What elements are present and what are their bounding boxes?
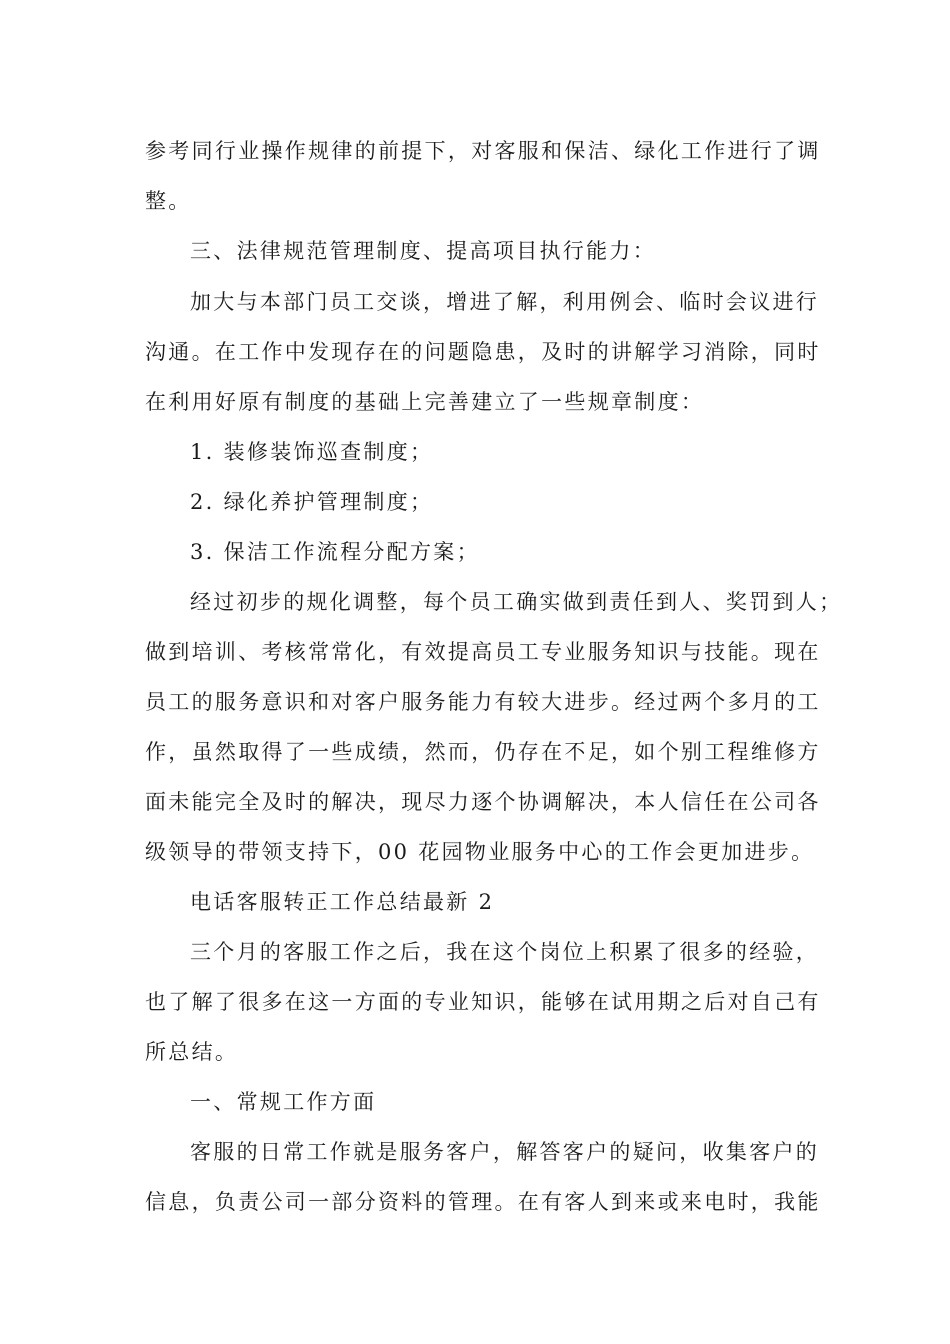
section-title: 电话客服转正工作总结最新 2 (190, 890, 495, 914)
body-text-line: 三个月的客服工作之后，我在这个岗位上积累了很多的经验， (190, 940, 820, 964)
body-text-line: 也了解了很多在这一方面的专业知识，能够在试用期之后对自己有 (145, 990, 821, 1014)
body-text-line: 信息，负责公司一部分资料的管理。在有客人到来或来电时，我能 (145, 1190, 821, 1214)
body-text-line: 整。 (145, 189, 192, 213)
body-text-line: 作，虽然取得了一些成绩，然而，仍存在不足，如个别工程维修方 (145, 740, 821, 764)
body-text-line: 参考同行业操作规律的前提下，对客服和保洁、绿化工作进行了调 (145, 139, 821, 163)
body-text-line: 在利用好原有制度的基础上完善建立了一些规章制度： (145, 390, 705, 414)
section-heading: 一、常规工作方面 (190, 1090, 377, 1114)
body-text-line: 加大与本部门员工交谈，增进了解，利用例会、临时会议进行 (190, 290, 820, 314)
list-item: 1. 装修装饰巡查制度； (190, 440, 434, 464)
list-item: 2. 绿化养护管理制度； (190, 490, 434, 514)
body-text-line: 客服的日常工作就是服务客户，解答客户的疑问，收集客户的 (190, 1140, 820, 1164)
body-text-line: 面未能完全及时的解决，现尽力逐个协调解决，本人信任在公司各 (145, 790, 821, 814)
section-heading: 三、法律规范管理制度、提高项目执行能力： (190, 239, 656, 263)
body-text-line: 做到培训、考核常常化，有效提高员工专业服务知识与技能。现在 (145, 640, 821, 664)
body-text-line: 经过初步的规化调整，每个员工确实做到责任到人、奖罚到人； (190, 590, 843, 614)
list-item: 3. 保洁工作流程分配方案； (190, 540, 480, 564)
body-text-line: 员工的服务意识和对客户服务能力有较大进步。经过两个多月的工 (145, 690, 821, 714)
body-text-line: 沟通。在工作中发现存在的问题隐患，及时的讲解学习消除，同时 (145, 340, 821, 364)
body-text-line: 级领导的带领支持下，00 花园物业服务中心的工作会更加进步。 (145, 840, 815, 864)
body-text-line: 所总结。 (145, 1040, 239, 1064)
